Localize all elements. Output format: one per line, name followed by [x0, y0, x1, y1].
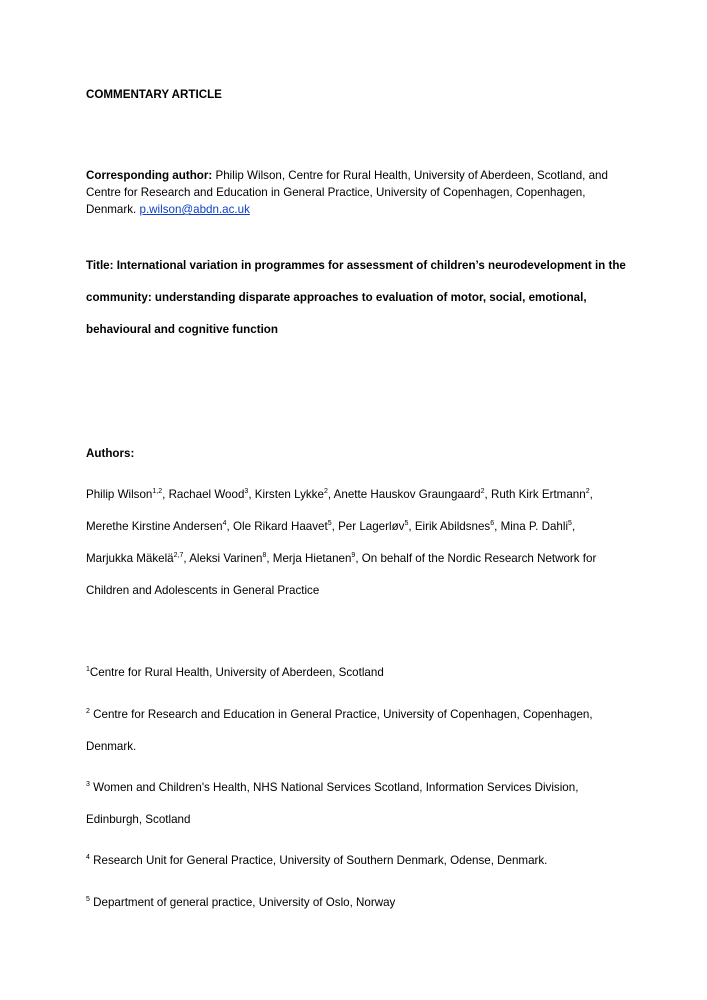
- corresponding-text-3: Denmark.: [86, 203, 137, 216]
- corresponding-line-2: Centre for Research and Education in General Practice, University of Copenhagen, Copenhagen,: [86, 186, 586, 199]
- authors-line-4: Children and Adolescents in General Practice: [86, 584, 320, 597]
- author: Eirik Abildsnes$^6$,: [414, 520, 501, 533]
- corresponding-line-1: [86, 169, 608, 182]
- on-behalf-text: On behalf of the Nordic Research Network for: [361, 552, 597, 565]
- affiliation-3: $^3$ Women and Children's Health, NHS National Services Scotland, Information Services Division,: [86, 781, 579, 794]
- author: Mina P. Dahli$^5$,: [500, 520, 576, 533]
- title-line-1: Title: International variation in programmes for assessment of children’s neurodevelopment in the: [86, 259, 626, 272]
- corresponding-label: Corresponding author:: [86, 169, 213, 182]
- author: Ole Rikard Haavet$^5$,: [232, 520, 339, 533]
- author: Merja Hietanen$^9$,: [272, 552, 362, 565]
- author: Merethe Kirstine Andersen$^4$,: [86, 520, 233, 533]
- author: Ruth Kirk Ertmann$^2$,: [490, 488, 593, 501]
- title-line-3: behavioural and cognitive function: [86, 323, 278, 336]
- authors-heading: Authors:: [86, 447, 135, 460]
- author: Philip Wilson$^{1,2}$,: [86, 488, 169, 501]
- authors-line-1: [86, 488, 593, 501]
- email-link[interactable]: p.wilson@abdn.ac.uk: [139, 203, 250, 216]
- corresponding-line-3: [86, 203, 250, 216]
- author: Aleksi Varinen$^8$,: [189, 552, 273, 565]
- author: Kirsten Lykke$^2$,: [254, 488, 334, 501]
- affiliation-3-cont: Edinburgh, Scotland: [86, 813, 191, 826]
- author: Per Lagerløv$^5$,: [338, 520, 415, 533]
- authors-line-2: [86, 520, 575, 533]
- title-line-2: community: understanding disparate approaches to evaluation of motor, social, emotional,: [86, 291, 587, 304]
- article-type: COMMENTARY ARTICLE: [86, 88, 222, 101]
- affiliation-1: $^1$Centre for Rural Health, University of Aberdeen, Scotland: [86, 666, 384, 679]
- affiliation-2-cont: Denmark.: [86, 740, 137, 753]
- corresponding-text-1: Philip Wilson, Centre for Rural Health, University of Aberdeen, Scotland, and: [215, 169, 608, 182]
- author: Marjukka Mäkelä$^{2,7}$,: [86, 552, 190, 565]
- author: Rachael Wood$^3$,: [168, 488, 255, 501]
- affiliation-2: $^2$ Centre for Research and Education in General Practice, University of Copenhagen, Copenhagen,: [86, 708, 593, 721]
- affiliation-4: $^4$ Research Unit for General Practice, University of Southern Denmark, Odense, Denmark.: [86, 854, 548, 867]
- affiliation-5: $^5$ Department of general practice, University of Oslo, Norway: [86, 896, 396, 909]
- authors-line-3: [86, 552, 596, 565]
- author: Anette Hauskov Graungaard$^2$,: [333, 488, 491, 501]
